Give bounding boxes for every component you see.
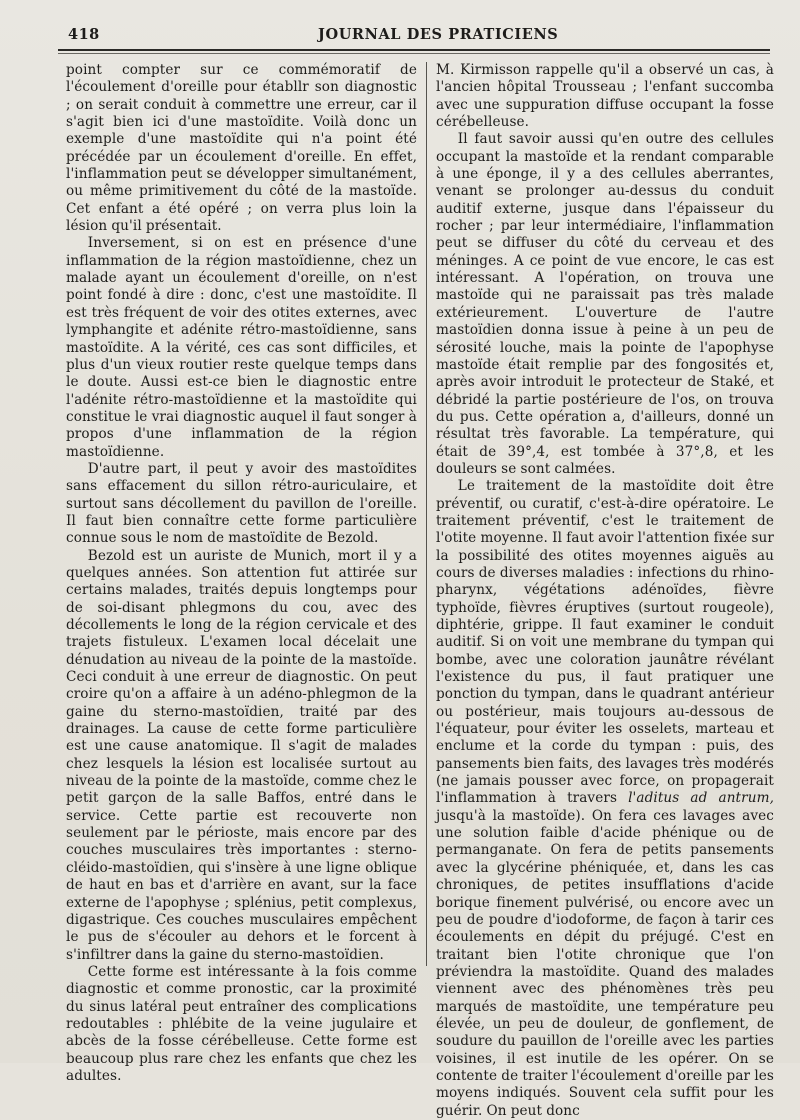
paragraph: Il faut savoir aussi qu'en outre des cellules occupant la mastoïde et la rendant comparable à une éponge, il y a des cellules aberrantes, venant se prolonger au-dessus du conduit auditif externe, jusque dans l'épaisseur du rocher ; par leur intermédiaire, l'inflammation peut se diffuser du côté du cerveau et des méninges. A ce point de vue encore, le cas est intéressant. A l'opération, on trouva une mastoïde qui ne paraissait pas très malade extérieurement. L'ouverture de l'autre mastoïdien donna issue à peine à un peu de sérosité louche, mais la pointe de l'apophyse mastoïde était remplie par des fongosités et, après avoir introduit le protecteur de Staké, et débridé la partie postérieure de l'os, on trouva du pus. Cette opération a, d'ailleurs, donné un résultat très favorable. La température, qui était de 39°,4, est tombée à 37°,8, et les douleurs se sont calmées. [436, 131, 774, 477]
paragraph [436, 478, 774, 1120]
paragraph-text: Le traitement de la mastoïdite doit être préventif, ou curatif, c'est-à-dire opératoire. Le traitement préventif, c'est le traitement de l'otite moyenne. Il faut avoir l'attention fixée sur la possibilité des otites moyennes aiguës au cours de diverses maladies : infections du rhino-pharynx, végétations adénoïdes, fièvre typhoïde, fièvres éruptives (surtout rougeole), diphtérie, grippe. Il faut examiner le conduit auditif. Si on voit une membrane du tympan qui bombe, avec une coloration jaunâtre révélant l'existence du pus, il faut pratiquer une ponction du tympan, dans le quadrant antérieur ou postérieur, mais toujours au-dessous de l'équateur, pour éviter les osselets, marteau et enclume et la corde du tympan : puis, des pansements bien faits, des lavages très modérés (ne jamais pousser avec force, on propagerait l'inflammation à travers [436, 478, 774, 807]
paragraph: Bezold est un auriste de Munich, mort il y a quelques années. Son attention fut attirée sur certains malades, traités depuis longtemps pour de soi-disant phlegmons du cou, avec des décollements le long de la région cervicale et des trajets fistuleux. L'examen local décelait une dénudation au niveau de la pointe de la mastoïde. Ceci conduit à une erreur de diagnostic. On peut croire qu'on a affaire à un adéno-phlegmon de la gaine du sterno-mastoïdien, traité par des drainages. La cause de cette forme particulière est une cause anatomique. Il s'agit de malades chez lesquels la lésion est localisée surtout au niveau de la pointe de la mastoïde, comme chez le petit garçon de la salle Baffos, entré dans le service. Cette partie est recouverte non seulement par le périoste, mais encore par des couches musculaires très importantes : sterno-cléido-mastoïdien, qui s'insère à une ligne oblique de haut en bas et d'arrière en avant, sur la face externe de l'apophyse ; splénius, petit complexus, digastrique. Ces couches musculaires empêchent le pus de s'écouler au dehors et le forcent à s'infiltrer dans la gaine du sterno-mastoïdien. [66, 547, 417, 963]
left-column [66, 62, 417, 1085]
paragraph: D'autre part, il peut y avoir des mastoïdites sans effacement du sillon rétro-auriculaire, et surtout sans décollement du pavillon de l'oreille. Il faut bien connaître cette forme particulière connue sous le nom de mastoïdite de Bezold. [66, 460, 417, 547]
paragraph: point compter sur ce commémoratif de l'écoulement d'oreille pour établlr son diagnostic ; on serait conduit à commettre une erreur, car il s'agit bien ici d'une mastoïdite. Voilà donc un exemple d'une mastoïdite qui n'a point été précédée par un écoulement d'oreille. En effet, l'inflammation peut se développer simultanément, ou même primitivement du côté de la mastoïde. Cet enfant a été opéré ; on verra plus loin la lésion qu'il présentait. [66, 62, 417, 235]
paragraph: Inversement, si on est en présence d'une inflammation de la région mastoïdienne, chez un malade ayant un écoulement d'oreille, on n'est point fondé à dire : donc, c'est une mastoïdite. Il est très fréquent de voir des otites externes, avec lymphangite et adénite rétro-mastoïdienne, sans mastoïdite. A la vérité, ces cas sont difficiles, et plus d'un vieux routier reste quelque temps dans le doute. Aussi est-ce bien le diagnostic entre l'adénite rétro-mastoïdienne et la mastoïdite qui constitue le vrai diagnostic auquel il faut songer à propos d'une inflammation de la région mastoïdienne. [66, 235, 417, 460]
italic-phrase: l'aditus ad antrum, [628, 790, 774, 807]
right-column [436, 62, 774, 1120]
paragraph: Cette forme est intéressante à la fois comme diagnostic et comme pronostic, car la proximité du sinus latéral peut entraîner des complications redoutables : phlébite de la veine jugulaire et abcès de la fosse cérébelleuse. Cette forme est beaucoup plus rare chez les enfants que chez les adultes. [66, 963, 417, 1084]
header-rule-thin [58, 53, 770, 54]
page-number: 418 [68, 26, 100, 43]
running-title: JOURNAL DES PRATICIENS [318, 26, 559, 43]
page-header [0, 26, 800, 48]
header-rule [58, 49, 770, 51]
column-rule [426, 62, 427, 966]
paragraph-text-continued: jusqu'à la mastoïde). On fera ces lavages avec une solution faible d'acide phénique ou de permanganate. On fera de petits pansements avec la glycérine phéniquée, et, dans les cas chroniques, de petites insufflations d'acide borique finement pulvérisé, ou encore avec un peu de poudre d'iodoforme, de façon à tarir ces écoulements en dépit du préjugé. C'est en traitant bien l'otite chronique que l'on préviendra la mastoïdite. Quand des malades viennent avec des phénomènes très peu marqués de mastoïdite, une température peu élevée, un peu de douleur, de gonflement, de soudure du pauillon de l'oreille avec les parties voisines, il est inutile de les opérer. On se contente de traiter l'écoulement d'oreille par les moyens indiqués. Souvent cela suffit pour les guérir. On peut donc [436, 807, 774, 1119]
paragraph: M. Kirmisson rappelle qu'il a observé un cas, à l'ancien hôpital Trousseau ; l'enfant succomba avec une suppuration diffuse occupant la fosse cérébelleuse. [436, 62, 774, 131]
